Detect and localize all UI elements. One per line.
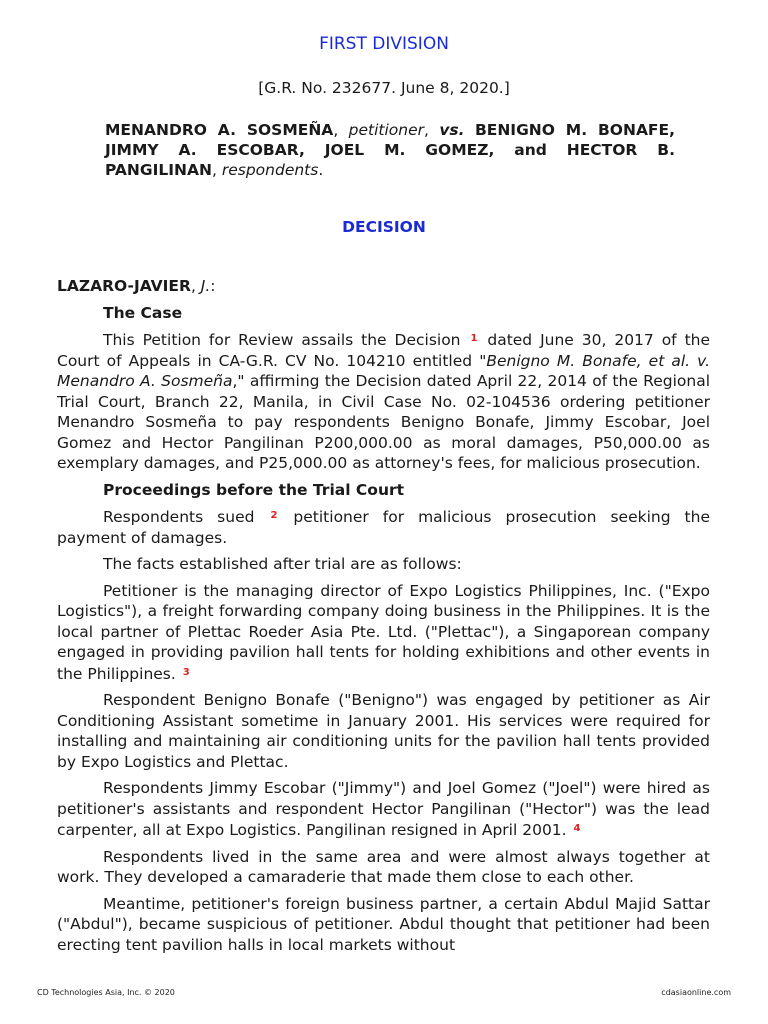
paragraph-3: The facts established after trial are as follows: xyxy=(103,555,462,573)
footnote-link-4[interactable]: 4 xyxy=(573,823,581,834)
petitioner-name: MENANDRO A. SOSMEÑA xyxy=(105,121,334,139)
paragraph-2: Respondents sued $^2$ petitioner for malicious prosecution seeking the payment of damages. xyxy=(57,508,710,547)
footnote-link-3[interactable]: 3 xyxy=(182,666,190,678)
paragraph-6: Respondents Jimmy Escobar ("Jimmy") and Joel Gomez ("Joel") were hired as petitioner's assistants and respondent Hector Pangilinan ("Hector") was the lead carpenter, all at Expo Logistics. Pangilinan resigned in April 2001. $^4$ xyxy=(57,779,710,839)
ponente-title: J. xyxy=(200,277,211,295)
ponente-name: LAZARO-JAVIER xyxy=(57,277,191,295)
paragraph-5: Respondent Benigno Bonafe ("Benigno") was engaged by petitioner as Air Conditioning Assistant sometime in January 2001. His services were required for installing and maintaining air conditioning units for the pavilion hall tents provided by Expo Logistics and Plettac. xyxy=(57,691,710,771)
paragraph-4: Petitioner is the managing director of Expo Logistics Philippines, Inc. ("Expo Logistics"), a freight forwarding company doing business in the Philippines. It is the local partner of Plettac Roeder Asia Pte. Ltd. ("Plettac"), a Singaporean company engaged in providing pavilion hall tents for holding exhibitions and other events in the Philippines. $^3$ xyxy=(57,581,710,683)
section-heading-trial-court: Proceedings before the Trial Court xyxy=(103,480,405,499)
decision-heading: DECISION xyxy=(342,218,426,236)
footnote-link-2[interactable]: 2 xyxy=(270,510,278,521)
paragraph-7: Respondents lived in the same area and were almost always together at work. They developed a camaraderie that made them close to each other. xyxy=(57,847,710,886)
footer-copyright: CD Technologies Asia, Inc. © 2020 xyxy=(37,988,175,997)
petitioner-role: petitioner xyxy=(348,121,424,139)
decision-body xyxy=(57,276,710,961)
footer-site: cdasiaonline.com xyxy=(661,988,731,997)
paragraph-8: Meantime, petitioner's foreign business partner, a certain Abdul Majid Sattar ("Abdul"), became suspicious of petitioner. Abdul thought that petitioner had been erecting tent pavilion halls in local markets without xyxy=(57,894,710,954)
respondents-names: BENIGNO M. BONAFE, JIMMY A. ESCOBAR, JOEL M. GOMEZ, and HECTOR B. PANGILINAN xyxy=(105,121,675,179)
division-heading: FIRST DIVISION xyxy=(319,34,449,54)
versus-label: vs. xyxy=(439,121,465,139)
case-number: [G.R. No. 232677. June 8, 2020.] xyxy=(258,79,510,97)
section-heading-the-case: The Case xyxy=(103,303,183,322)
footnote-link-1[interactable]: 1 xyxy=(470,333,478,344)
paragraph-1: This Petition for Review assails the Decision $^1$ dated June 30, 2017 of the Court of Appeals in CA-G.R. CV No. 104210 entitled "Benigno M. Bonafe, et al. v. Menandro A. Sosmeña," affirming the Decision dated April 22, 2014 of the Regional Trial Court, Branch 22, Manila, in Civil Case No. 02-104536 ordering petitioner Menandro Sosmeña to pay respondents Benigno Bonafe, Jimmy Escobar, Joel Gomez and Hector Pangilinan P200,000.00 as moral damages, P50,000.00 as exemplary damages, and P25,000.00 as attorney's fees, for malicious prosecution. xyxy=(57,331,711,472)
respondents-role: respondents xyxy=(221,161,319,179)
ponente: LAZARO-JAVIER, J.: xyxy=(57,277,216,295)
case-parties: MENANDRO A. SOSMEÑA, petitioner, vs. BENIGNO M. BONAFE, JIMMY A. ESCOBAR, JOEL M. GOMEZ, and HECTOR B. PANGILINAN, respondents. xyxy=(105,121,675,179)
